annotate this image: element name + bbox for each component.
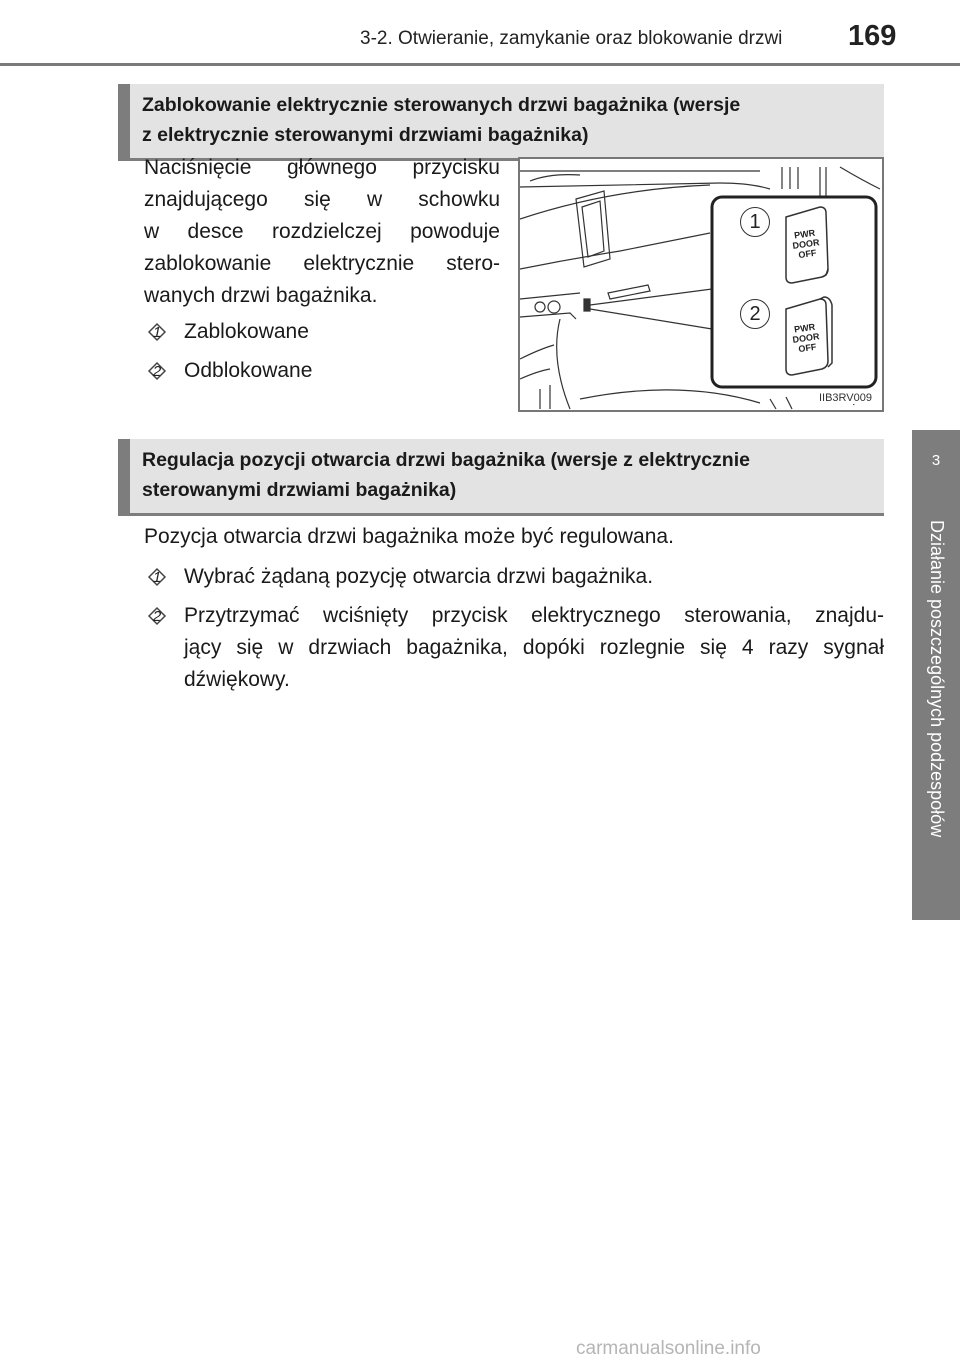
section-title-line: Regulacja pozycji otwarcia drzwi bagażnika (wersje z elektrycznie bbox=[142, 449, 750, 471]
figure-callout-1: 1 bbox=[740, 207, 770, 237]
chapter-number: 3 bbox=[931, 452, 941, 469]
figure-code: IIB3RV009 bbox=[818, 392, 872, 404]
page-number: 169 bbox=[848, 20, 897, 52]
body-line: w desce rozdzielczej powoduje bbox=[144, 220, 500, 243]
watermark: carmanualsonline.info bbox=[576, 1338, 761, 1359]
step-line: jący się w drzwiach bagażnika, dopóki rozlegnie się 4 razy sygnał bbox=[184, 636, 884, 659]
section-heading-power-door-lock bbox=[118, 84, 884, 161]
body-line: Naciśnięcie głównego przycisku bbox=[144, 156, 500, 179]
section-heading-opening-position bbox=[118, 439, 884, 516]
step-line: Przytrzymać wciśnięty przycisk elektrycznego sterowania, znajdu- bbox=[184, 604, 884, 627]
figure-callout-2: 2 bbox=[740, 299, 770, 329]
chapter-tab bbox=[912, 430, 960, 920]
item-unlocked: Odblokowane bbox=[184, 359, 313, 382]
step-2 bbox=[184, 600, 884, 696]
body-line: wanych drzwi bagażnika. bbox=[144, 284, 378, 307]
section-title-line: sterowanymi drzwiami bagażnika) bbox=[142, 479, 457, 501]
dashboard-button-illustration bbox=[518, 157, 884, 412]
header-rule bbox=[0, 63, 960, 66]
item-marker-1: 1 bbox=[146, 321, 168, 343]
button-label-locked: PWR DOOR OFF bbox=[791, 227, 821, 261]
section1-body bbox=[144, 152, 500, 312]
section-title-line: Zablokowanie elektrycznie sterowanych drzwi bagażnika (wersje bbox=[142, 94, 741, 116]
body-line: zablokowanie elektrycznie stero- bbox=[144, 252, 500, 275]
step-line: dźwiękowy. bbox=[184, 668, 290, 691]
button-label-unlocked: PWR DOOR OFF bbox=[791, 321, 821, 355]
chapter-title: Działanie poszczególnych podzespołów bbox=[927, 520, 947, 838]
dashboard-drawing bbox=[520, 159, 882, 410]
section-title-line: z elektrycznie sterowanymi drzwiami bagażnika) bbox=[142, 124, 589, 146]
body-line: znajdującego się w schowku bbox=[144, 188, 500, 211]
step-marker-1: 1 bbox=[146, 566, 168, 588]
item-locked: Zablokowane bbox=[184, 320, 309, 343]
step-marker-2: 2 bbox=[146, 605, 168, 627]
step-1: Wybrać żądaną pozycję otwarcia drzwi bagażnika. bbox=[184, 565, 654, 588]
item-marker-2: 2 bbox=[146, 360, 168, 382]
running-head: 3-2. Otwieranie, zamykanie oraz blokowanie drzwi bbox=[360, 28, 783, 49]
section2-intro: Pozycja otwarcia drzwi bagażnika może być regulowana. bbox=[144, 525, 674, 548]
